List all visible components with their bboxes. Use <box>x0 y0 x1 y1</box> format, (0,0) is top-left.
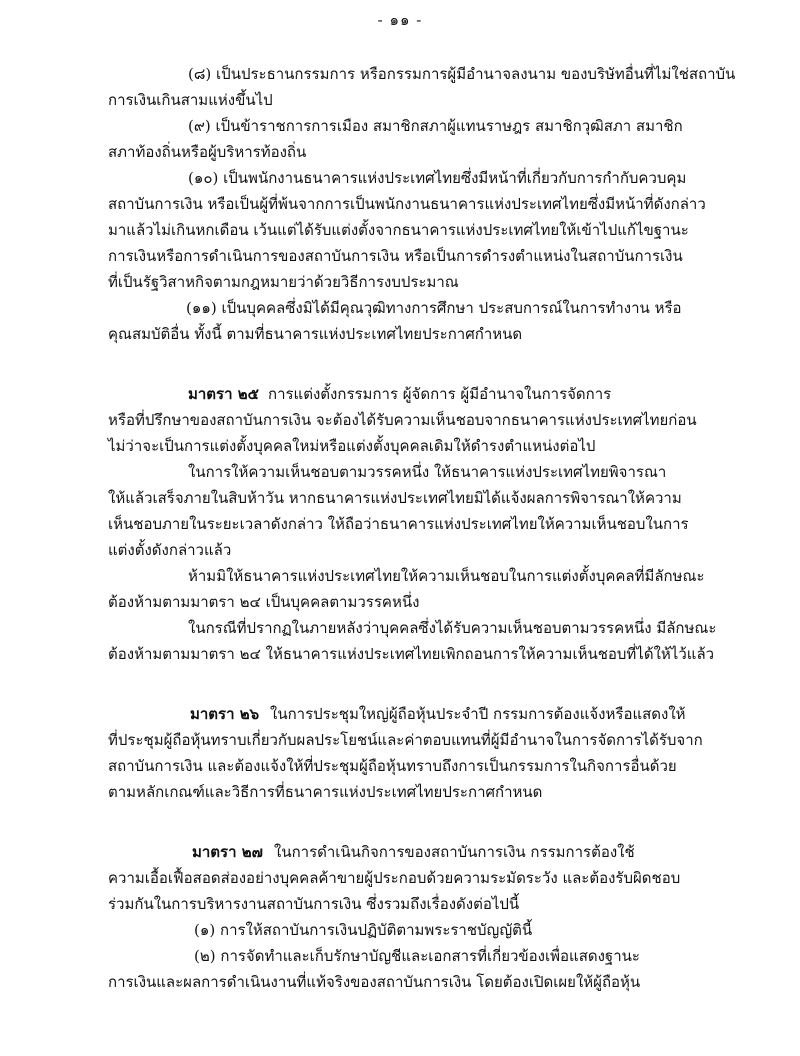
section-27-heading: มาตรา ๒๗ <box>192 843 263 861</box>
section-25-line-2: หรือที่ปรึกษาของสถาบันการเงิน จะต้องได้รับความเห็นชอบจากธนาคารแห่งประเทศไทยก่อน <box>108 411 697 429</box>
section-25-para2-line-2: ให้แล้วเสร็จภายในสิบห้าวัน หากธนาคารแห่งประเทศไทยมิได้แจ้งผลการพิจารณาให้ความ <box>108 489 682 507</box>
section-27-item-1: (๑) การให้สถาบันการเงินปฏิบัติตามพระราชบัญญัตินี้ <box>194 921 533 939</box>
section-25-para2-line-1: ในการให้ความเห็นชอบตามวรรคหนึ่ง ให้ธนาคารแห่งประเทศไทยพิจารณา <box>188 463 667 481</box>
item-10-line-5: ที่เป็นรัฐวิสาหกิจตามกฎหมายว่าด้วยวิธีการงบประมาณ <box>108 273 459 291</box>
item-11-line-2: คุณสมบัติอื่น ทั้งนี้ ตามที่ธนาคารแห่งประเทศไทยประกาศกำหนด <box>108 325 523 343</box>
section-25-line-1: การแต่งตั้งกรรมการ ผู้จัดการ ผู้มีอำนาจในการจัดการ <box>268 385 612 403</box>
item-11-line-1: (๑๑) เป็นบุคคลซึ่งมิได้มีคุณวุฒิทางการศึกษา ประสบการณ์ในการทำงาน หรือ <box>186 299 682 317</box>
item-10-line-3: มาแล้วไม่เกินหกเดือน เว้นแต่ได้รับแต่งตั้งจากธนาคารแห่งประเทศไทยให้เข้าไปแก้ไขฐานะ <box>108 221 689 239</box>
item-9-line-2: สภาท้องถิ่นหรือผู้บริหารท้องถิ่น <box>108 143 307 161</box>
section-25-para2-line-3: เห็นชอบภายในระยะเวลาดังกล่าว ให้ถือว่าธนาคารแห่งประเทศไทยให้ความเห็นชอบในการ <box>108 515 689 533</box>
section-25-para3-line-2: ต้องห้ามตามมาตรา ๒๔ เป็นบุคคลตามวรรคหนึ่ง <box>108 593 420 611</box>
item-8-line-1: (๘) เป็นประธานกรรมการ หรือกรรมการผู้มีอำนาจลงนาม ของบริษัทอื่นที่ไม่ใช่สถาบัน <box>188 65 736 83</box>
item-10-line-1: (๑๐) เป็นพนักงานธนาคารแห่งประเทศไทยซึ่งมีหน้าที่เกี่ยวกับการกำกับควบคุม <box>188 169 687 187</box>
section-27-line-2: ความเอื้อเฟื้อสอดส่องอย่างบุคคลค้าขายผู้ประกอบด้วยความระมัดระวัง และต้องรับผิดชอบ <box>108 869 681 887</box>
section-26-line-1: ในการประชุมใหญ่ผู้ถือหุ้นประจำปี กรรมการต้องแจ้งหรือแสดงให้ <box>270 705 686 723</box>
section-25-para3-line-1: ห้ามมิให้ธนาคารแห่งประเทศไทยให้ความเห็นชอบในการแต่งตั้งบุคคลที่มีลักษณะ <box>188 567 705 585</box>
section-27-item-2-line-2: การเงินและผลการดำเนินงานที่แท้จริงของสถาบันการเงิน โดยต้องเปิดเผยให้ผู้ถือหุ้น <box>108 973 641 991</box>
section-26-heading: มาตรา ๒๖ <box>190 705 260 723</box>
page-number: - ๑๑ - <box>377 11 423 29</box>
section-25-heading: มาตรา ๒๕ <box>188 385 259 403</box>
item-8-line-2: การเงินเกินสามแห่งขึ้นไป <box>108 91 273 109</box>
item-10-line-2: สถาบันการเงิน หรือเป็นผู้ที่พ้นจากการเป็นพนักงานธนาคารแห่งประเทศไทยซึ่งมีหน้าที่ดังกล่าว <box>108 195 706 213</box>
section-27-line-3: ร่วมกันในการบริหารงานสถาบันการเงิน ซึ่งรวมถึงเรื่องดังต่อไปนี้ <box>108 895 520 913</box>
section-25-para2-line-4: แต่งตั้งดังกล่าวแล้ว <box>108 541 232 559</box>
section-26-line-4: ตามหลักเกณฑ์และวิธีการที่ธนาคารแห่งประเทศไทยประกาศกำหนด <box>108 783 543 801</box>
item-10-line-4: การเงินหรือการดำเนินการของสถาบันการเงิน หรือเป็นการดำรงตำแหน่งในสถาบันการเงิน <box>108 247 683 265</box>
section-25-para4-line-2: ต้องห้ามตามมาตรา ๒๔ ให้ธนาคารแห่งประเทศไทยเพิกถอนการให้ความเห็นชอบที่ได้ให้ไว้แล้ว <box>108 645 715 663</box>
section-27-line-1: ในการดำเนินกิจการของสถาบันการเงิน กรรมการต้องใช้ <box>274 843 635 861</box>
section-25-line-3: ไม่ว่าจะเป็นการแต่งตั้งบุคคลใหม่หรือแต่งตั้งบุคคลเดิมให้ดำรงตำแหน่งต่อไป <box>108 437 596 455</box>
section-27-item-2-line-1: (๒) การจัดทำและเก็บรักษาบัญชีและเอกสารที่เกี่ยวข้องเพื่อแสดงฐานะ <box>194 947 640 965</box>
item-9-line-1: (๙) เป็นข้าราชการการเมือง สมาชิกสภาผู้แทนราษฎร สมาชิกวุฒิสภา สมาชิก <box>188 117 683 135</box>
section-26-line-2: ที่ประชุมผู้ถือหุ้นทราบเกี่ยวกับผลประโยชน์และค่าตอบแทนที่ผู้มีอำนาจในการจัดการได้รับจาก <box>108 731 703 749</box>
section-26-line-3: สถาบันการเงิน และต้องแจ้งให้ที่ประชุมผู้ถือหุ้นทราบถึงการเป็นกรรมการในกิจการอื่นด้วย <box>108 757 677 775</box>
section-25-para4-line-1: ในกรณีที่ปรากฏในภายหลังว่าบุคคลซึ่งได้รับความเห็นชอบตามวรรคหนึ่ง มีลักษณะ <box>188 619 717 637</box>
